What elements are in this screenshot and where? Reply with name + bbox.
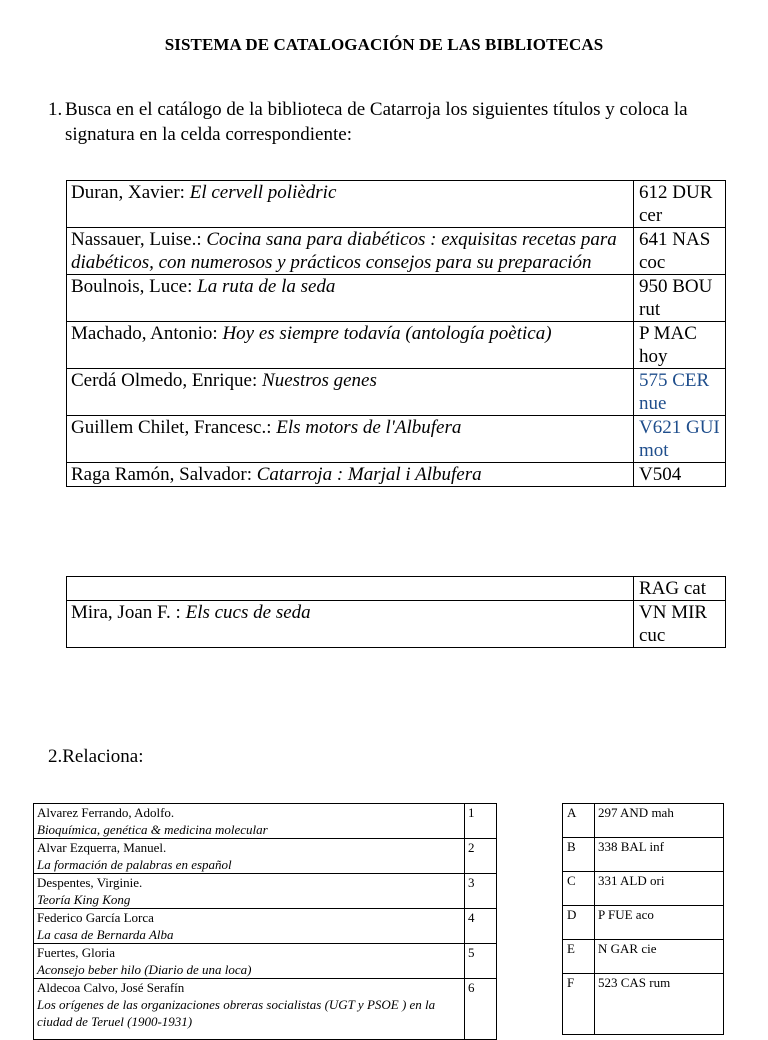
signature-letter: B (563, 838, 595, 872)
match-books-table (33, 803, 497, 1040)
signature-cell: 297 AND mah (595, 804, 724, 838)
page-title: SISTEMA DE CATALOGACIÓN DE LAS BIBLIOTECAS (164, 35, 604, 54)
table-row (563, 906, 724, 940)
book-cell (67, 322, 634, 369)
signature-cell: RAG cat (634, 577, 726, 601)
book-author: Aldecoa Calvo, José Serafín (37, 980, 185, 995)
book-cell (34, 874, 465, 909)
book-author: Cerdá Olmedo, Enrique: (71, 370, 263, 391)
signature-cell: 575 CER nue (634, 369, 726, 416)
table-row (563, 872, 724, 906)
table-row (563, 974, 724, 1035)
question-2 (48, 746, 144, 768)
table-row (563, 804, 724, 838)
book-title: Els cucs de seda (185, 602, 311, 623)
signature-letter: D (563, 906, 595, 940)
book-cell (34, 979, 465, 1040)
book-cell (67, 369, 634, 416)
signature-cell: V621 GUI mot (634, 416, 726, 463)
question-2-text: Relaciona: (62, 746, 144, 767)
signature-letter: C (563, 872, 595, 906)
signature-cell: 523 CAS rum (595, 974, 724, 1035)
book-cell (67, 181, 634, 228)
book-cell (67, 601, 634, 648)
table-row (67, 369, 726, 416)
book-author: Raga Ramón, Salvador: (71, 464, 257, 485)
question-1 (48, 97, 738, 147)
catalog-table (66, 180, 726, 487)
book-author: Nassauer, Luise.: (71, 229, 207, 250)
catalog-table-2 (66, 576, 726, 648)
table-row (67, 322, 726, 369)
signature-cell: V504 (634, 463, 726, 487)
question-2-number: 2. (48, 746, 63, 767)
book-cell (34, 804, 465, 839)
table-row (563, 838, 724, 872)
book-title: Nuestros genes (262, 370, 377, 391)
book-author: Machado, Antonio: (71, 323, 223, 344)
book-cell (67, 416, 634, 463)
book-title: El cervell polièdric (189, 182, 337, 203)
book-author: Duran, Xavier: (71, 182, 190, 203)
table-row (67, 181, 726, 228)
signature-letter: E (563, 940, 595, 974)
book-cell (67, 577, 634, 601)
table-row (34, 979, 497, 1040)
book-title: Catarroja : Marjal i Albufera (256, 464, 482, 485)
book-cell (34, 944, 465, 979)
table-row (67, 577, 726, 601)
signature-cell: 331 ALD ori (595, 872, 724, 906)
book-title: La formación de palabras en español (37, 857, 232, 872)
table-row (34, 804, 497, 839)
table-row (34, 909, 497, 944)
signature-cell: 612 DUR cer (634, 181, 726, 228)
book-title: Teoría King Kong (37, 892, 131, 907)
question-1-number: 1. (48, 99, 63, 120)
book-title: Cocina sana para diabéticos : exquisitas recetas para diabéticos, con numerosos y prácticos consejos para su preparación (71, 229, 617, 273)
book-title: La casa de Bernarda Alba (37, 927, 174, 942)
table-row (67, 601, 726, 648)
book-number: 4 (465, 909, 497, 944)
table-row (34, 944, 497, 979)
signature-cell: 950 BOU rut (634, 275, 726, 322)
book-number: 2 (465, 839, 497, 874)
signature-cell: 641 NAS coc (634, 228, 726, 275)
table-row (67, 228, 726, 275)
book-title: Bioquímica, genética & medicina molecular (37, 822, 268, 837)
book-author: Boulnois, Luce: (71, 276, 198, 297)
signature-letter: F (563, 974, 595, 1035)
table-row (67, 463, 726, 487)
signature-cell: P FUE aco (595, 906, 724, 940)
book-author: Fuertes, Gloria (37, 945, 115, 960)
book-author: Guillem Chilet, Francesc.: (71, 417, 277, 438)
question-1-text: Busca en el catálogo de la biblioteca de Catarroja los siguientes títulos y coloca la signatura en la celda correspondiente: (65, 99, 688, 145)
book-author: Federico García Lorca (37, 910, 154, 925)
match-signatures-table (562, 803, 724, 1035)
book-cell (67, 463, 634, 487)
book-author: Despentes, Virginie. (37, 875, 143, 890)
table-row (34, 874, 497, 909)
table-row (67, 275, 726, 322)
table-row (563, 940, 724, 974)
book-title: Els motors de l'Albufera (276, 417, 462, 438)
book-title: Los orígenes de las organizaciones obreras socialistas (UGT y PSOE ) en la ciudad de Teruel (1900-1931) (37, 997, 436, 1029)
book-author: Alvarez Ferrando, Adolfo. (37, 805, 175, 820)
signature-cell: 338 BAL inf (595, 838, 724, 872)
signature-cell: VN MIR cuc (634, 601, 726, 648)
book-number: 3 (465, 874, 497, 909)
book-title: Hoy es siempre todavía (antología poètica) (222, 323, 552, 344)
book-cell (34, 839, 465, 874)
book-cell (67, 228, 634, 275)
book-cell (34, 909, 465, 944)
book-cell (67, 275, 634, 322)
table-row (34, 839, 497, 874)
signature-cell: N GAR cie (595, 940, 724, 974)
book-number: 6 (465, 979, 497, 1040)
table-row (67, 416, 726, 463)
book-title: La ruta de la seda (197, 276, 336, 297)
book-author: Mira, Joan F. : (71, 602, 186, 623)
book-title: Aconsejo beber hilo (Diario de una loca) (37, 962, 252, 977)
book-number: 1 (465, 804, 497, 839)
book-number: 5 (465, 944, 497, 979)
signature-cell: P MAC hoy (634, 322, 726, 369)
book-author: Alvar Ezquerra, Manuel. (37, 840, 167, 855)
signature-letter: A (563, 804, 595, 838)
